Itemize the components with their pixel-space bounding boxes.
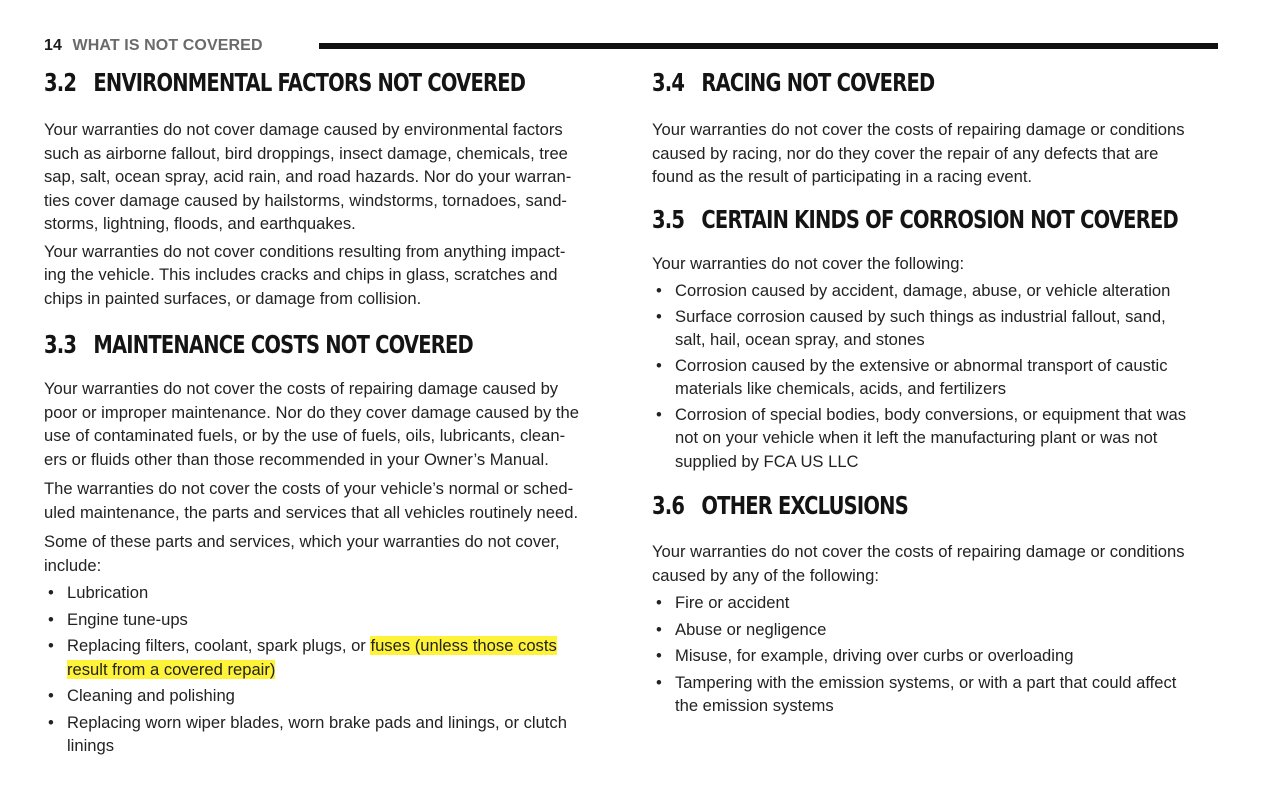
paragraph xyxy=(44,240,624,311)
text-line: sap, salt, ocean spray, acid rain, and road hazards. Nor do your warran- xyxy=(44,167,572,186)
text-line: storms, lightning, floods, and earthquakes. xyxy=(44,214,356,233)
text-line: The warranties do not cover the costs of your vehicle’s normal or sched- xyxy=(44,479,574,498)
text-line: ties cover damage caused by hailstorms, windstorms, tornadoes, sand- xyxy=(44,190,567,210)
paragraph xyxy=(652,118,1227,189)
text-line: caused by racing, nor do they cover the repair of any defects that are xyxy=(652,143,1159,163)
bullet: • xyxy=(656,306,662,326)
section-number: 3.6 xyxy=(652,491,685,520)
text-line: found as the result of participating in a racing event. xyxy=(652,167,1033,186)
section-heading-3-4 xyxy=(652,66,1101,100)
list-item-text: Tampering with the emission systems, or with a part that could affect xyxy=(675,672,1177,692)
list-item xyxy=(44,634,624,681)
bullet: • xyxy=(48,636,54,655)
text-line: poor or improper maintenance. Nor do they cover damage caused by the xyxy=(44,402,579,422)
list-item xyxy=(652,618,1227,642)
right-column xyxy=(652,66,1227,718)
list-item-text: Engine tune-ups xyxy=(67,609,188,629)
bullet: • xyxy=(656,593,662,612)
list-item-text: Abuse or negligence xyxy=(675,619,827,639)
list-item xyxy=(44,711,624,758)
list-item-text: salt, hail, ocean spray, and stones xyxy=(675,330,925,349)
list-item xyxy=(652,671,1227,718)
list-item xyxy=(652,403,1227,474)
list-item-text: linings xyxy=(67,736,115,755)
paragraph xyxy=(44,477,624,524)
text-line: caused by any of the following: xyxy=(652,565,879,585)
text-line: uled maintenance, the parts and services that all vehicles routinely need. xyxy=(44,502,579,522)
list-item xyxy=(652,354,1227,401)
list-item xyxy=(44,684,624,708)
text-line: ing the vehicle. This includes cracks and chips in glass, scratches and xyxy=(44,265,558,284)
bullet: • xyxy=(656,281,662,300)
list-item-text: Fire or accident xyxy=(675,593,790,612)
bullet-list xyxy=(44,581,624,758)
paragraph xyxy=(44,530,624,577)
section-title: CERTAIN KINDS OF CORROSION NOT COVERED xyxy=(701,204,1178,234)
bullet: • xyxy=(656,355,662,375)
section-number: 3.2 xyxy=(44,68,77,97)
left-column xyxy=(44,66,624,758)
text-line: Your warranties do not cover conditions resulting from anything impact- xyxy=(44,241,566,261)
text-line: use of contaminated fuels, or by the use of fuels, oils, lubricants, clean- xyxy=(44,426,566,445)
text-line: such as airborne fallout, bird droppings, insect damage, chemicals, tree xyxy=(44,143,568,163)
text-line: include: xyxy=(44,555,102,575)
bullet: • xyxy=(48,686,54,705)
header-rule xyxy=(319,43,1218,49)
paragraph xyxy=(44,118,624,236)
list-item-text: Lubrication xyxy=(67,583,149,602)
bullet: • xyxy=(656,619,662,639)
list-item-text: not on your vehicle when it left the manufacturing plant or was not xyxy=(675,428,1158,447)
list-item xyxy=(652,279,1227,303)
list-item xyxy=(652,305,1227,352)
section-number: 3.3 xyxy=(44,330,77,359)
section-number: 3.5 xyxy=(652,204,685,234)
bullet: • xyxy=(48,712,54,732)
section-title: OTHER EXCLUSIONS xyxy=(701,491,908,520)
section-heading-3-3 xyxy=(44,328,496,362)
text-line: ers or fluids other than those recommended in your Owner’s Manual. xyxy=(44,449,549,469)
paragraph xyxy=(44,377,624,471)
list-item xyxy=(652,591,1227,615)
list-item-text: the emission systems xyxy=(675,696,834,715)
list-item-text: Cleaning and polishing xyxy=(67,686,235,705)
list-item-text: Replacing worn wiper blades, worn brake pads and linings, or clutch xyxy=(67,712,567,732)
page-header-title: WHAT IS NOT COVERED xyxy=(72,37,263,54)
bullet-list xyxy=(652,591,1227,718)
bullet: • xyxy=(48,583,54,602)
page-header xyxy=(44,37,263,55)
section-heading-3-2 xyxy=(44,66,526,100)
section-heading-3-6 xyxy=(652,489,1101,523)
list-item-text: Corrosion caused by the extensive or abnormal transport of caustic xyxy=(675,355,1168,375)
bullet-list xyxy=(652,279,1227,473)
text-line: Your warranties do not cover the costs of repairing damage caused by xyxy=(44,379,559,398)
list-item-text: Corrosion caused by accident, damage, abuse, or vehicle alteration xyxy=(675,281,1171,300)
text-line: Your warranties do not cover damage caused by environmental factors xyxy=(44,120,563,139)
list-item-text: Surface corrosion caused by such things as industrial fallout, sand, xyxy=(675,306,1166,326)
list-item-text: Replacing filters, coolant, spark plugs, or xyxy=(67,636,371,655)
section-number: 3.4 xyxy=(652,68,685,97)
bullet: • xyxy=(656,672,662,692)
list-item xyxy=(44,608,624,632)
text-line: Your warranties do not cover the costs of repairing damage or conditions xyxy=(652,542,1185,561)
bullet: • xyxy=(656,404,662,424)
list-item xyxy=(652,644,1227,668)
section-title: ENVIRONMENTAL FACTORS NOT COVERED xyxy=(93,68,526,97)
paragraph: Your warranties do not cover the following: xyxy=(652,253,965,273)
list-item-text: Corrosion of special bodies, body conversions, or equipment that was xyxy=(675,404,1186,424)
paragraph xyxy=(652,540,1227,587)
list-item-text: supplied by FCA US LLC xyxy=(675,451,859,471)
highlighted-text: fuses (unless those costs xyxy=(370,636,557,655)
highlighted-text: result from a covered repair) xyxy=(67,659,276,679)
text-line: Some of these parts and services, which your warranties do not cover, xyxy=(44,532,560,551)
bullet: • xyxy=(48,609,54,629)
section-heading-3-5 xyxy=(652,203,1178,237)
list-item xyxy=(44,581,624,605)
text-line: chips in painted surfaces, or damage from collision. xyxy=(44,288,422,308)
text-line: Your warranties do not cover the costs of repairing damage or conditions xyxy=(652,120,1185,139)
list-item-text: materials like chemicals, acids, and fertilizers xyxy=(675,379,1007,398)
section-title: MAINTENANCE COSTS NOT COVERED xyxy=(93,330,473,359)
page-number: 14 xyxy=(44,37,62,54)
section-title: RACING NOT COVERED xyxy=(701,68,935,97)
list-item-text: Misuse, for example, driving over curbs or overloading xyxy=(675,646,1074,665)
bullet: • xyxy=(656,646,662,665)
